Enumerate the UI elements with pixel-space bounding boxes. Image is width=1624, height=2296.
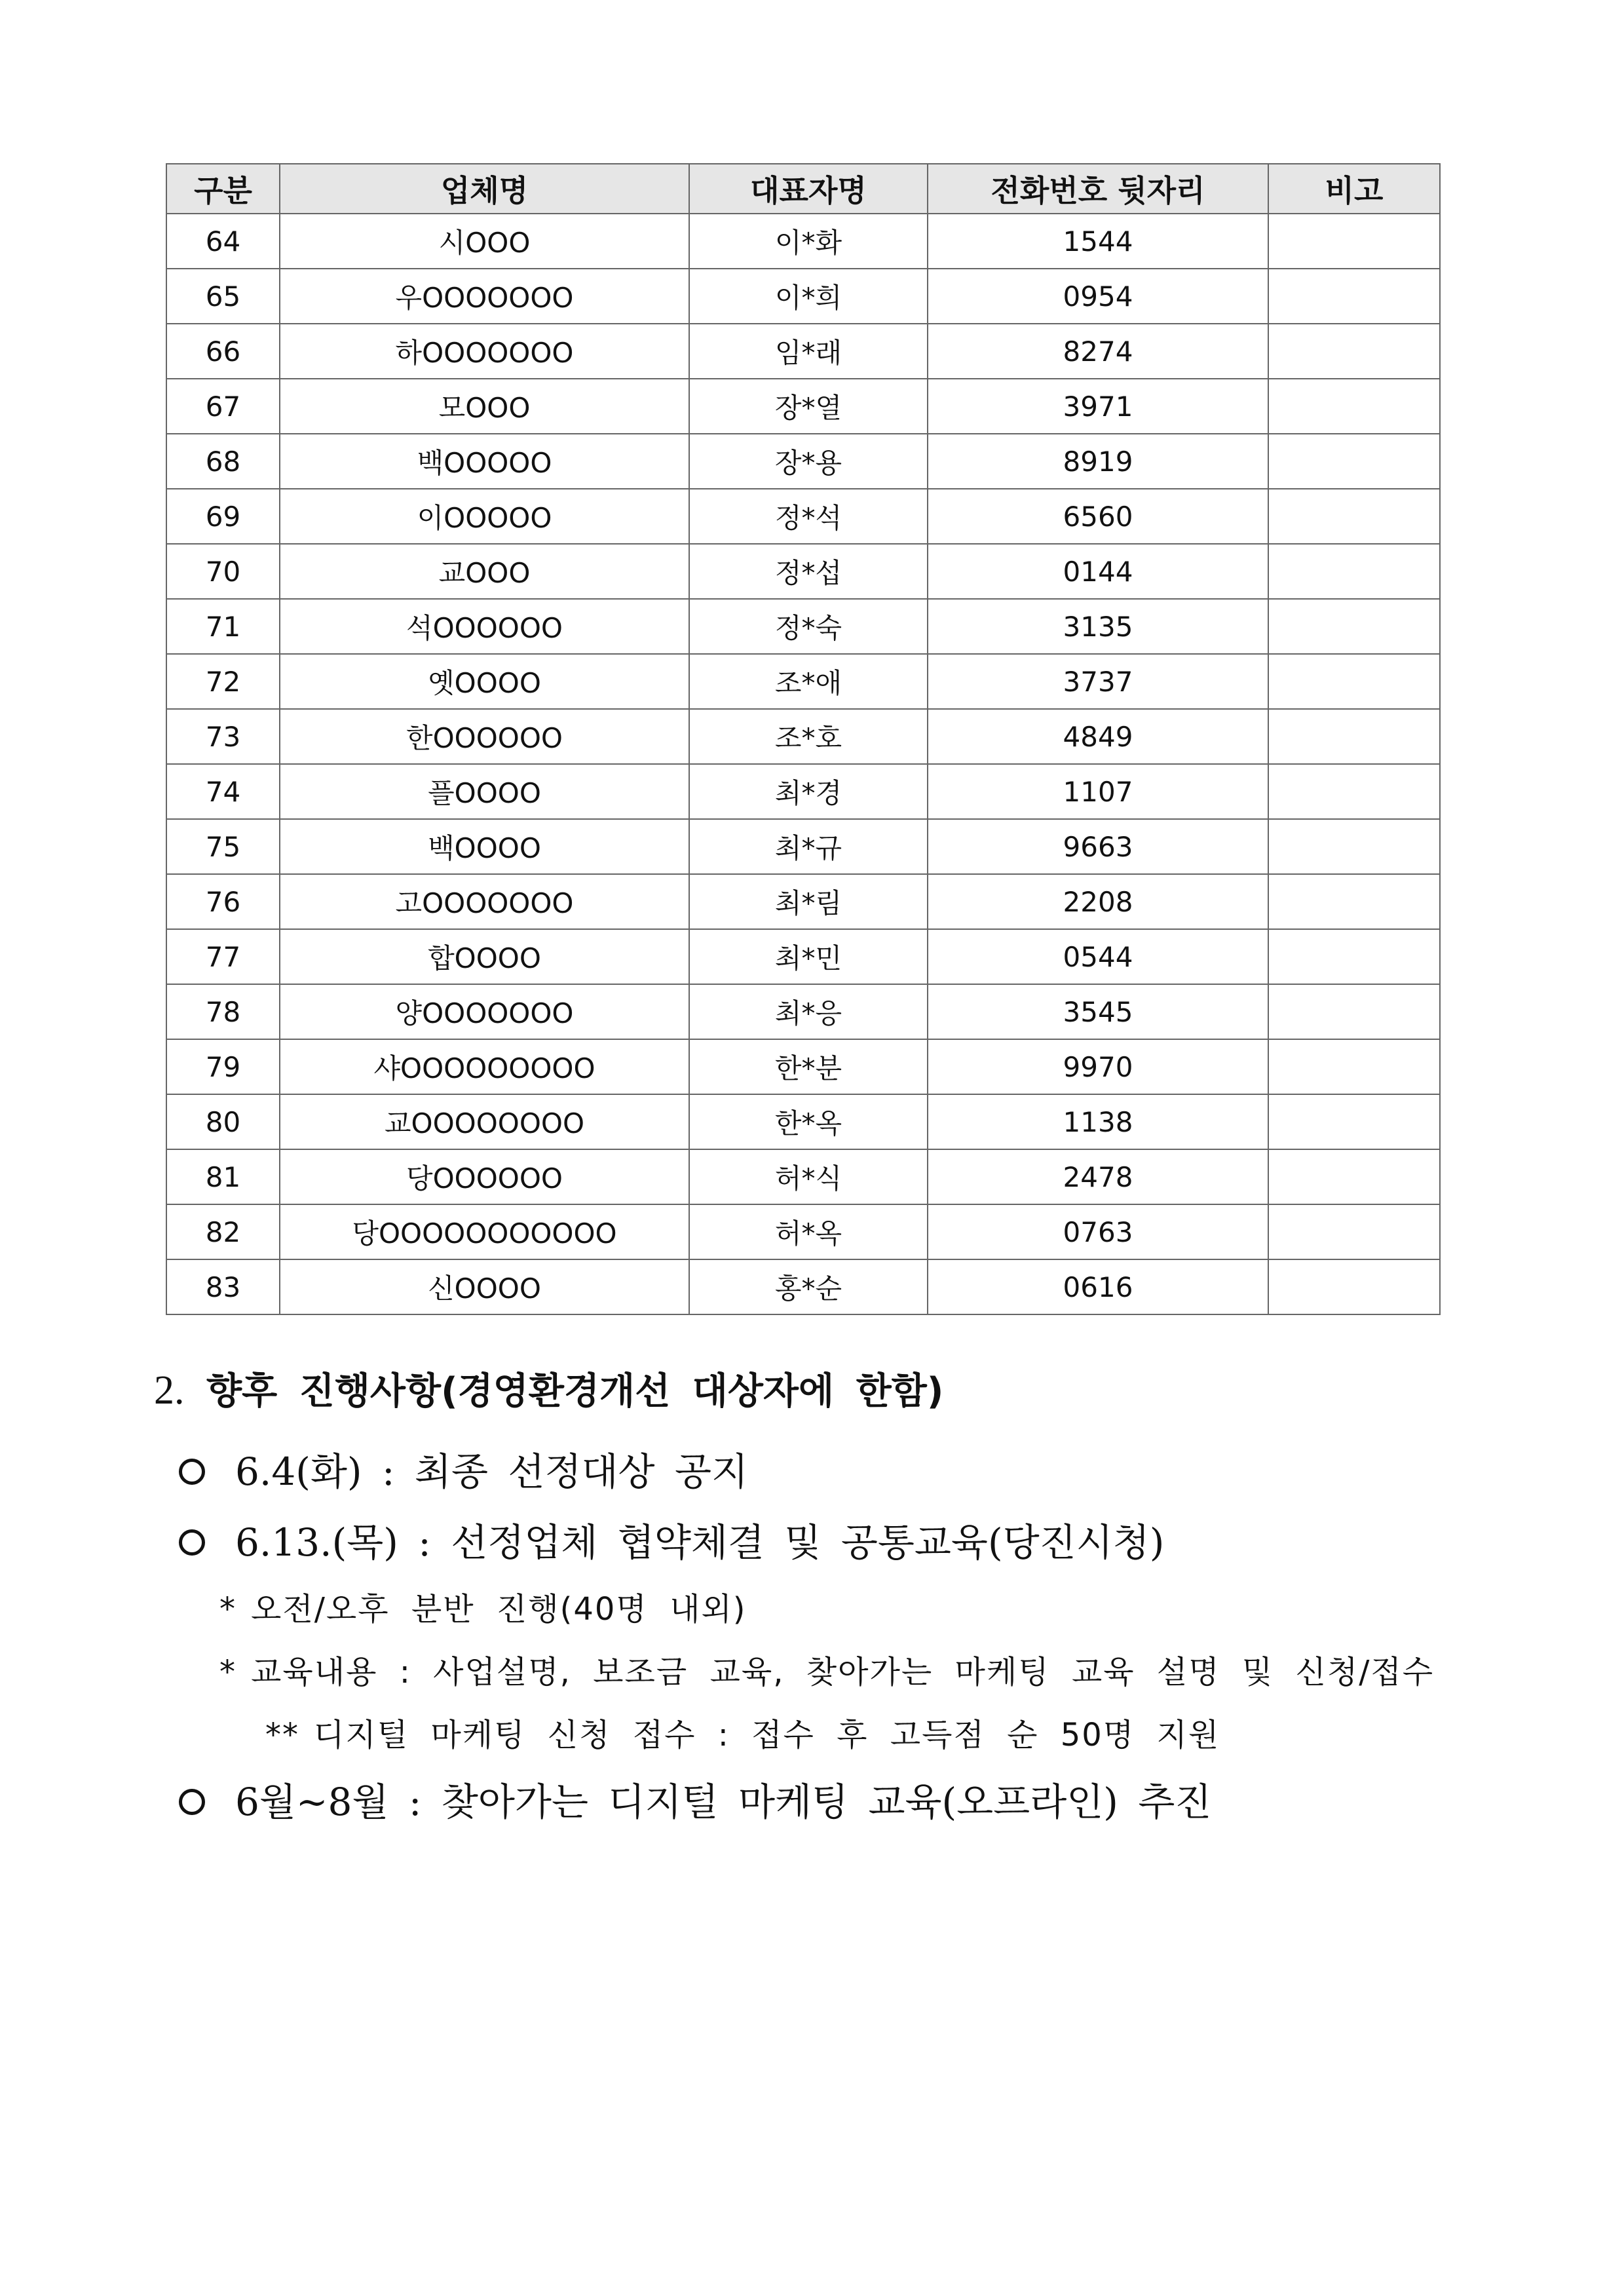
cell-representative: 정*석 <box>689 489 928 544</box>
cell-company-name: 시OOO <box>280 214 689 269</box>
table-row <box>166 269 1440 324</box>
header-phone-suffix: 전화번호 뒷자리 <box>928 164 1268 214</box>
table-row <box>166 599 1440 654</box>
note-text: 오전/오후 분반 진행(40명 내외) <box>251 1591 747 1628</box>
table-row <box>166 1204 1440 1259</box>
cell-company-name: 교OOO <box>280 544 689 599</box>
cell-phone-suffix: 1107 <box>928 764 1268 819</box>
cell-representative: 최*림 <box>689 874 928 929</box>
section-number: 2. <box>154 1368 185 1413</box>
cell-remarks <box>1268 1204 1440 1259</box>
cell-remarks <box>1268 599 1440 654</box>
cell-company-name: 샤OOOOOOOOO <box>280 1039 689 1094</box>
asterisk-marker: * <box>219 1654 236 1691</box>
cell-company-name: 교OOOOOOOO <box>280 1094 689 1149</box>
cell-representative: 장*용 <box>689 434 928 489</box>
schedule-item-1 <box>179 1436 1595 1507</box>
cell-number: 77 <box>166 929 280 984</box>
cell-number: 64 <box>166 214 280 269</box>
table-row <box>166 654 1440 709</box>
cell-phone-suffix: 9663 <box>928 819 1268 874</box>
cell-phone-suffix: 9970 <box>928 1039 1268 1094</box>
table-row <box>166 709 1440 764</box>
cell-company-name: 우OOOOOOO <box>280 269 689 324</box>
cell-remarks <box>1268 764 1440 819</box>
cell-remarks <box>1268 324 1440 379</box>
table-row <box>166 1259 1440 1314</box>
table-row <box>166 214 1440 269</box>
cell-phone-suffix: 2208 <box>928 874 1268 929</box>
next-steps-section <box>154 1364 1595 1837</box>
cell-phone-suffix: 8274 <box>928 324 1268 379</box>
cell-phone-suffix: 2478 <box>928 1149 1268 1204</box>
cell-company-name: 하OOOOOOO <box>280 324 689 379</box>
cell-remarks <box>1268 654 1440 709</box>
cell-representative: 임*래 <box>689 324 928 379</box>
cell-representative: 장*열 <box>689 379 928 434</box>
table-row <box>166 1039 1440 1094</box>
cell-remarks <box>1268 1039 1440 1094</box>
cell-remarks <box>1268 1094 1440 1149</box>
cell-number: 82 <box>166 1204 280 1259</box>
cell-remarks <box>1268 709 1440 764</box>
cell-number: 76 <box>166 874 280 929</box>
cell-company-name: 플OOOO <box>280 764 689 819</box>
cell-number: 65 <box>166 269 280 324</box>
cell-representative: 허*식 <box>689 1149 928 1204</box>
cell-company-name: 신OOOO <box>280 1259 689 1314</box>
header-category: 구분 <box>166 164 280 214</box>
cell-phone-suffix: 0954 <box>928 269 1268 324</box>
cell-number: 69 <box>166 489 280 544</box>
company-table-container <box>166 163 1439 1315</box>
note-2 <box>219 1641 1595 1704</box>
cell-phone-suffix: 3135 <box>928 599 1268 654</box>
cell-remarks <box>1268 929 1440 984</box>
cell-company-name: 이OOOOO <box>280 489 689 544</box>
cell-remarks <box>1268 1149 1440 1204</box>
table-row <box>166 929 1440 984</box>
cell-company-name: 한OOOOOO <box>280 709 689 764</box>
cell-company-name: 옛OOOO <box>280 654 689 709</box>
table-body <box>166 214 1440 1314</box>
cell-number: 67 <box>166 379 280 434</box>
cell-phone-suffix: 1544 <box>928 214 1268 269</box>
cell-representative: 조*호 <box>689 709 928 764</box>
table-header-row <box>166 164 1440 214</box>
cell-phone-suffix: 3971 <box>928 379 1268 434</box>
cell-number: 70 <box>166 544 280 599</box>
cell-number: 74 <box>166 764 280 819</box>
schedule-item-text: 6월~8월 : 찾아가는 디지털 마케팅 교육(오프라인) 추진 <box>235 1780 1212 1824</box>
cell-company-name: 모OOO <box>280 379 689 434</box>
cell-representative: 정*섭 <box>689 544 928 599</box>
table-row <box>166 984 1440 1039</box>
header-remarks: 비고 <box>1268 164 1440 214</box>
cell-representative: 이*희 <box>689 269 928 324</box>
table-row <box>166 324 1440 379</box>
cell-number: 66 <box>166 324 280 379</box>
cell-representative: 최*민 <box>689 929 928 984</box>
table-row <box>166 874 1440 929</box>
header-representative: 대표자명 <box>689 164 928 214</box>
header-company-name: 업체명 <box>280 164 689 214</box>
cell-phone-suffix: 4849 <box>928 709 1268 764</box>
cell-company-name: 석OOOOOO <box>280 599 689 654</box>
table-row <box>166 1094 1440 1149</box>
table-row <box>166 434 1440 489</box>
table-row <box>166 379 1440 434</box>
circle-bullet-icon <box>179 1459 205 1485</box>
cell-representative: 최*응 <box>689 984 928 1039</box>
section-title: 향후 진행사항(경영환경개선 대상자에 한함) <box>206 1370 944 1413</box>
cell-number: 75 <box>166 819 280 874</box>
cell-company-name: 백OOOO <box>280 819 689 874</box>
asterisk-marker: * <box>219 1591 236 1628</box>
cell-number: 68 <box>166 434 280 489</box>
cell-number: 81 <box>166 1149 280 1204</box>
cell-representative: 한*분 <box>689 1039 928 1094</box>
cell-number: 83 <box>166 1259 280 1314</box>
cell-number: 71 <box>166 599 280 654</box>
table-row <box>166 819 1440 874</box>
cell-representative: 홍*순 <box>689 1259 928 1314</box>
cell-remarks <box>1268 269 1440 324</box>
double-asterisk-marker: ** <box>265 1717 299 1753</box>
schedule-item-text: 6.13.(목) : 선정업체 협약체결 및 공통교육(당진시청) <box>235 1520 1165 1565</box>
cell-company-name: 백OOOOO <box>280 434 689 489</box>
subnote <box>265 1704 1595 1767</box>
circle-bullet-icon <box>179 1789 205 1815</box>
cell-representative: 최*규 <box>689 819 928 874</box>
schedule-item-3 <box>179 1767 1595 1837</box>
cell-remarks <box>1268 1259 1440 1314</box>
table-row <box>166 544 1440 599</box>
cell-remarks <box>1268 379 1440 434</box>
cell-remarks <box>1268 544 1440 599</box>
cell-remarks <box>1268 874 1440 929</box>
cell-remarks <box>1268 489 1440 544</box>
cell-number: 80 <box>166 1094 280 1149</box>
cell-company-name: 당OOOOOOOOOOO <box>280 1204 689 1259</box>
cell-remarks <box>1268 819 1440 874</box>
cell-representative: 최*경 <box>689 764 928 819</box>
table-row <box>166 489 1440 544</box>
cell-number: 72 <box>166 654 280 709</box>
cell-company-name: 고OOOOOOO <box>280 874 689 929</box>
cell-company-name: 합OOOO <box>280 929 689 984</box>
cell-representative: 정*숙 <box>689 599 928 654</box>
cell-number: 73 <box>166 709 280 764</box>
note-1 <box>219 1578 1595 1641</box>
cell-representative: 이*화 <box>689 214 928 269</box>
cell-representative: 허*옥 <box>689 1204 928 1259</box>
subnote-text: 디지털 마케팅 신청 접수 : 접수 후 고득점 순 50명 지원 <box>314 1717 1220 1753</box>
cell-phone-suffix: 8919 <box>928 434 1268 489</box>
cell-phone-suffix: 0616 <box>928 1259 1268 1314</box>
cell-phone-suffix: 6560 <box>928 489 1268 544</box>
table-row <box>166 764 1440 819</box>
cell-number: 79 <box>166 1039 280 1094</box>
cell-number: 78 <box>166 984 280 1039</box>
cell-remarks <box>1268 434 1440 489</box>
section-heading <box>154 1364 1595 1418</box>
table-row <box>166 1149 1440 1204</box>
schedule-item-text: 6.4(화) : 최종 선정대상 공지 <box>235 1449 749 1494</box>
cell-company-name: 당OOOOOO <box>280 1149 689 1204</box>
cell-phone-suffix: 0763 <box>928 1204 1268 1259</box>
cell-phone-suffix: 3737 <box>928 654 1268 709</box>
cell-representative: 한*옥 <box>689 1094 928 1149</box>
cell-phone-suffix: 3545 <box>928 984 1268 1039</box>
cell-remarks <box>1268 214 1440 269</box>
cell-company-name: 양OOOOOOO <box>280 984 689 1039</box>
cell-phone-suffix: 0544 <box>928 929 1268 984</box>
cell-phone-suffix: 1138 <box>928 1094 1268 1149</box>
circle-bullet-icon <box>179 1529 205 1556</box>
schedule-item-2 <box>179 1507 1595 1578</box>
cell-phone-suffix: 0144 <box>928 544 1268 599</box>
cell-representative: 조*애 <box>689 654 928 709</box>
cell-remarks <box>1268 984 1440 1039</box>
company-table <box>166 163 1441 1315</box>
note-text: 교육내용 : 사업설명, 보조금 교육, 찾아가는 마케팅 교육 설명 및 신청/접수 <box>251 1654 1435 1691</box>
